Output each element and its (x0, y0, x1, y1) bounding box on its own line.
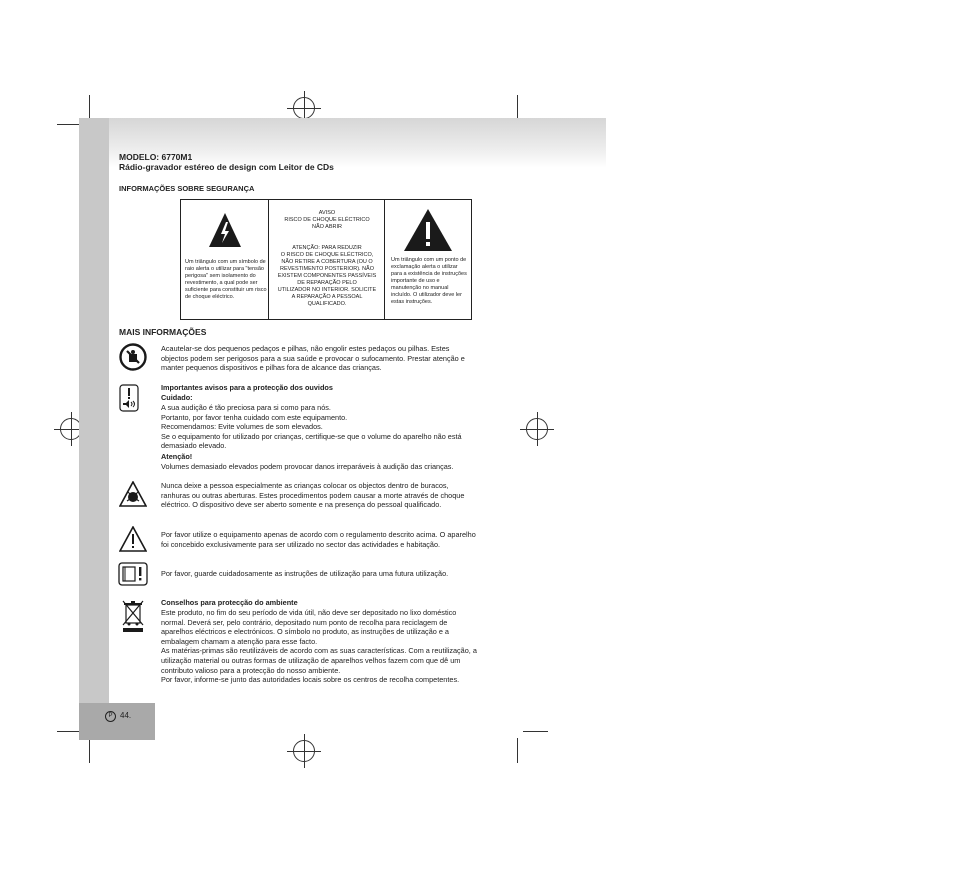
warning-triangle-icon (119, 526, 147, 552)
warning-left-text: Um triângulo com um símbolo de raio alerta o utilizar para "tensão perigosa" sem isolamento do revestimento, a qual pode ser suficiente para constituir um risco de choque eléctrico. (185, 259, 267, 300)
registration-mark (293, 97, 315, 119)
small-parts-text: Acautelar-se dos pequenos pedaços e pilhas, não engolir estes pedaços ou pilhas. Estes objectos podem ser perigosos para a sua saúde e provocar o sufocamento. Prestar atenção e manter pequenos dispositivos e pilhas fora de alcance das crianças. (161, 344, 465, 373)
warning-right-panel (385, 200, 471, 319)
page-number-box (79, 703, 155, 740)
page-number: 44. (120, 711, 132, 720)
shock-hazard-icon (119, 481, 147, 507)
exclamation-triangle-icon (403, 208, 453, 252)
crop-mark (517, 738, 518, 763)
no-swallow-icon (119, 343, 147, 371)
product-title: Rádio-gravador estéreo de design com Leitor de CDs (119, 162, 334, 172)
model-title: MODELO: 6770M1 (119, 152, 193, 162)
weee-bin-icon (122, 599, 144, 633)
usage-text: Por favor utilize o equipamento apenas de acordo com o regulamento descrito acima. O aparelho foi concebido exclusivamente para ser utilizado no sector das actividades e habitação. (161, 530, 476, 549)
warning-left-panel (181, 200, 269, 319)
warning-right-text: Um triângulo com um ponto de exclamação alerta o utilizar para a existência de instruções importante de uso e manutenção no manual incluído. O utilizador deve ler estas instruções. (391, 257, 467, 305)
more-info-title: MAIS INFORMAÇÕES (119, 327, 207, 337)
hearing-body-2: Volumes demasiado elevados podem provocar danos irreparáveis à audição das crianças. (161, 462, 454, 471)
hearing-caution: Cuidado: (161, 393, 193, 402)
environment-body: Este produto, no fim do seu período de vida útil, não deve ser depositado no lixo doméstico normal. Deverá ser, pelo contrário, depositado num ponto de recolha para reciclagem de aparelhos eléctricos e electrónicos. O símbolo no produto, as instruções de utilização e a embalagem chamam a atenção para esse facto. As matérias-primas são reutilizáveis de acordo com as suas características. Com a reutilização, a utilização material ou outras formas de utilização de aparelhos velhos fazem com que dê um contributo valioso para a protecção do nosso ambiente. Por favor, informe-se junto das autoridades locais sobre os centros de recolha competentes. (161, 608, 477, 685)
page-sidebar (79, 118, 109, 740)
registration-mark (526, 418, 548, 440)
hearing-warning-icon (119, 384, 139, 412)
crop-mark (89, 738, 90, 763)
warning-center-bottom: ATENÇÃO: PARA REDUZIR O RISCO DE CHOQUE ELÉCTRICO, NÃO RETIRE A COBERTURA (OU O REVESTIMENTO POSTERIOR). NÃO EXISTEM COMPONENTES PASSÍVEIS DE REPARAÇÃO PELO UTILIZADOR NO INTERIOR. SOLICITE A REPARAÇÃO A PESSOAL QUALIFICADO. (277, 245, 377, 307)
safety-title: INFORMAÇÕES SOBRE SEGURANÇA (119, 184, 255, 193)
registration-mark (293, 740, 315, 762)
hearing-title: Importantes avisos para a protecção dos ouvidos (161, 383, 333, 392)
environment-title: Conselhos para protecção do ambiente (161, 598, 298, 607)
hearing-body: A sua audição é tão preciosa para si como para nós. Portanto, por favor tenha cuidado com este equipamento. Recomendamos: Evite volumes de som elevados. Se o equipamento for utilizado por crianças, certifique-se que o volume do aparelho não está demasiado elevado. (161, 403, 462, 451)
warning-center-panel (269, 200, 385, 319)
manual-text: Por favor, guarde cuidadosamente as instruções de utilização para uma futura utilização. (161, 569, 449, 578)
warning-center-top: AVISO RISCO DE CHOQUE ELÉCTRICO NÃO ABRIR (284, 210, 370, 230)
warning-box (180, 199, 472, 320)
crop-mark (523, 731, 548, 732)
lightning-triangle-icon (208, 212, 242, 248)
hearing-attention: Atenção! (161, 452, 193, 461)
manual-book-icon (118, 562, 148, 586)
openings-text: Nunca deixe a pessoa especialmente as crianças colocar os objectos dentro de buracos, ranhuras ou outras aberturas. Estes procedimentos podem causar a morte através de choque eléctrico. O dispositivo deve ser aberto somente e na presença do pessoal qualificado. (161, 481, 465, 510)
language-icon: P (105, 711, 116, 722)
